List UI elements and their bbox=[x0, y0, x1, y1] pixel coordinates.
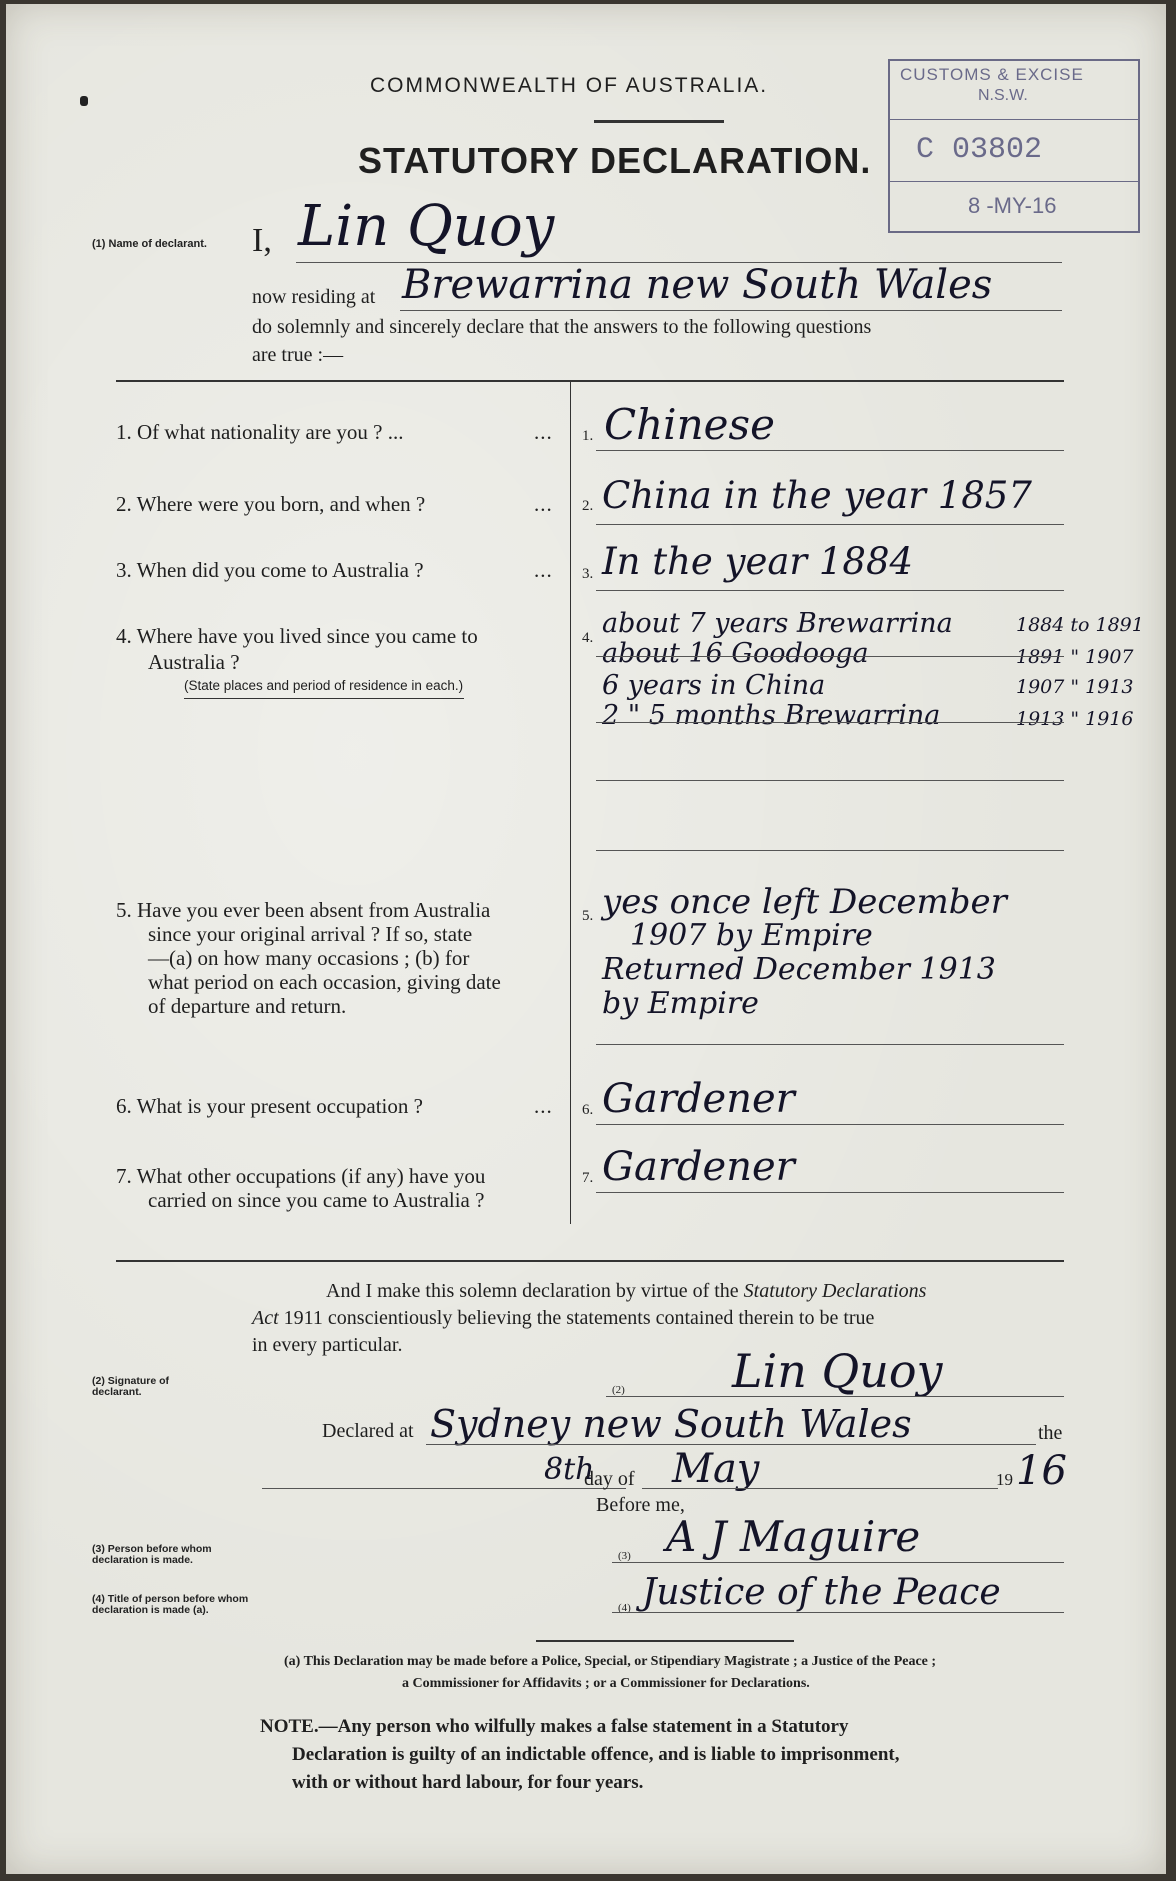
answer-5-line-1: yes once left December bbox=[602, 882, 1007, 922]
declarant-signature: Lin Quoy bbox=[732, 1344, 943, 1398]
answer-6-number: 6. bbox=[582, 1102, 594, 1118]
q2-dots: ... bbox=[534, 492, 553, 516]
declaration-para-line-2 bbox=[252, 1307, 874, 1330]
residence-value: Brewarrina new South Wales bbox=[402, 262, 993, 308]
answer-5-number: 5. bbox=[582, 908, 594, 924]
answer-3: In the year 1884 bbox=[602, 540, 914, 583]
declared-place: Sydney new South Wales bbox=[430, 1402, 912, 1446]
declaration-form bbox=[6, 4, 1166, 1874]
i-prefix: I, bbox=[252, 222, 272, 259]
answer-5-line-4: by Empire bbox=[602, 986, 759, 1021]
answer-2: China in the year 1857 bbox=[602, 474, 1032, 517]
declaration-para-line-3: in every particular. bbox=[252, 1334, 403, 1356]
commonwealth-heading: COMMONWEALTH OF AUSTRALIA. bbox=[370, 74, 769, 97]
answer-4-line-2: about 16 Goodooga bbox=[602, 638, 869, 669]
note-line-3: with or without hard labour, for four years. bbox=[292, 1772, 644, 1793]
day-of-label: day of bbox=[584, 1468, 635, 1490]
declaration-act-name: Statutory Declarations bbox=[743, 1280, 927, 1302]
question-5-line-3: —(a) on how many occasions ; (b) for bbox=[148, 946, 470, 970]
declaration-para-2: 1911 conscientiously believing the statements contained therein to be true bbox=[278, 1307, 875, 1329]
answer-4-line-1: about 7 years Brewarrina bbox=[602, 608, 953, 639]
margin-label-person: (3) Person before whom declaration is made. bbox=[92, 1543, 212, 1566]
question-2: 2. Where were you born, and when ? bbox=[116, 492, 426, 516]
question-1: 1. Of what nationality are you ? ... bbox=[116, 420, 404, 444]
answer-7-number: 7. bbox=[582, 1170, 594, 1186]
footnote-line-1: (a) This Declaration may be made before a Police, Special, or Stipendiary Magistrate ; a Justice of the Peace ; bbox=[284, 1654, 937, 1669]
heading-rule bbox=[594, 120, 724, 123]
declaration-para-1: And I make this solemn declaration by virtue of the bbox=[326, 1280, 739, 1302]
column-divider bbox=[570, 382, 571, 1224]
question-5-line-5: of departure and return. bbox=[148, 994, 347, 1018]
note-line-1: NOTE.—Any person who wilfully makes a false statement in a Statutory bbox=[260, 1716, 849, 1737]
answer-5-line-2: 1907 by Empire bbox=[630, 918, 873, 953]
signature-number: (2) bbox=[612, 1384, 625, 1396]
answer-4-line-4-dates: 1913 " 1916 bbox=[1016, 708, 1134, 730]
title-of-person: Justice of the Peace bbox=[642, 1572, 1001, 1613]
section-rule-bottom bbox=[116, 1260, 1064, 1262]
the-label: the bbox=[1038, 1422, 1063, 1444]
answer-4-number: 4. bbox=[582, 630, 594, 646]
person-before-whom: A J Maguire bbox=[666, 1512, 921, 1561]
note-line-2: Declaration is guilty of an indictable offence, and is liable to imprisonment, bbox=[292, 1744, 900, 1765]
question-6: 6. What is your present occupation ? bbox=[116, 1094, 423, 1118]
answer-1: Chinese bbox=[604, 400, 775, 449]
declaration-act-word: Act bbox=[252, 1307, 279, 1329]
q1-dots: ... bbox=[534, 420, 553, 444]
question-7-line-1: 7. What other occupations (if any) have you bbox=[116, 1164, 486, 1188]
footnote-line-2: a Commissioner for Affidavits ; or a Commissioner for Declarations. bbox=[402, 1676, 810, 1691]
stamp-number: C 03802 bbox=[916, 133, 1043, 167]
solemn-text: do solemnly and sincerely declare that the answers to the following questions bbox=[252, 316, 872, 338]
answer-4-line-1-dates: 1884 to 1891 bbox=[1016, 614, 1144, 636]
declared-day: 8th bbox=[544, 1452, 595, 1487]
question-7-line-2: carried on since you came to Australia ? bbox=[148, 1188, 485, 1212]
q3-dots: ... bbox=[534, 558, 553, 582]
stamp-date: 8 -MY-16 bbox=[968, 193, 1057, 218]
answer-4-line-4: 2 " 5 months Brewarrina bbox=[602, 700, 941, 731]
year-prefix: 19 bbox=[996, 1470, 1013, 1489]
answer-4-line-3-dates: 1907 " 1913 bbox=[1016, 676, 1134, 698]
declaration-para-line-1 bbox=[326, 1280, 926, 1303]
answer-1-number: 1. bbox=[582, 428, 594, 444]
question-4-line-1: 4. Where have you lived since you came to bbox=[116, 624, 478, 648]
answer-4-line-3: 6 years in China bbox=[602, 670, 826, 701]
answer-7: Gardener bbox=[602, 1144, 795, 1190]
margin-label-signature: (2) Signature of declarant. bbox=[92, 1375, 170, 1398]
question-4-line-2: Australia ? bbox=[148, 650, 240, 674]
are-true-text: are true :— bbox=[252, 344, 344, 366]
now-residing-label: now residing at bbox=[252, 286, 376, 308]
answer-3-number: 3. bbox=[582, 566, 594, 582]
form-title: STATUTORY DECLARATION. bbox=[358, 140, 872, 181]
footnote-rule bbox=[536, 1640, 794, 1642]
declared-year: 16 bbox=[1016, 1448, 1067, 1494]
title-number: (4) bbox=[618, 1602, 631, 1614]
stamp-line-2: N.S.W. bbox=[978, 87, 1028, 104]
customs-stamp bbox=[888, 59, 1140, 233]
question-4-note: (State places and period of residence in each.) bbox=[184, 678, 464, 693]
question-5-line-4: what period on each occasion, giving date bbox=[148, 970, 501, 994]
question-5-line-1: 5. Have you ever been absent from Australia bbox=[116, 898, 491, 922]
answer-6: Gardener bbox=[602, 1076, 795, 1122]
margin-label-name: (1) Name of declarant. bbox=[92, 238, 207, 250]
section-rule-top bbox=[116, 380, 1064, 382]
answer-2-number: 2. bbox=[582, 498, 594, 514]
declared-at-label: Declared at bbox=[322, 1420, 414, 1442]
question-3: 3. When did you come to Australia ? bbox=[116, 558, 424, 582]
declared-month: May bbox=[672, 1446, 760, 1492]
person-number: (3) bbox=[618, 1550, 631, 1562]
q6-dots: ... bbox=[534, 1094, 553, 1118]
answer-5-line-3: Returned December 1913 bbox=[602, 952, 996, 987]
stamp-line-1: CUSTOMS & EXCISE bbox=[900, 65, 1084, 84]
before-me-label: Before me, bbox=[596, 1494, 685, 1516]
answer-4-line-2-dates: 1891 " 1907 bbox=[1016, 646, 1134, 668]
ink-mark bbox=[80, 96, 88, 106]
declarant-name: Lin Quoy bbox=[298, 194, 555, 259]
margin-label-title: (4) Title of person before whom declaration is made (a). bbox=[92, 1593, 249, 1616]
question-5-line-2: since your original arrival ? If so, state bbox=[148, 922, 473, 946]
